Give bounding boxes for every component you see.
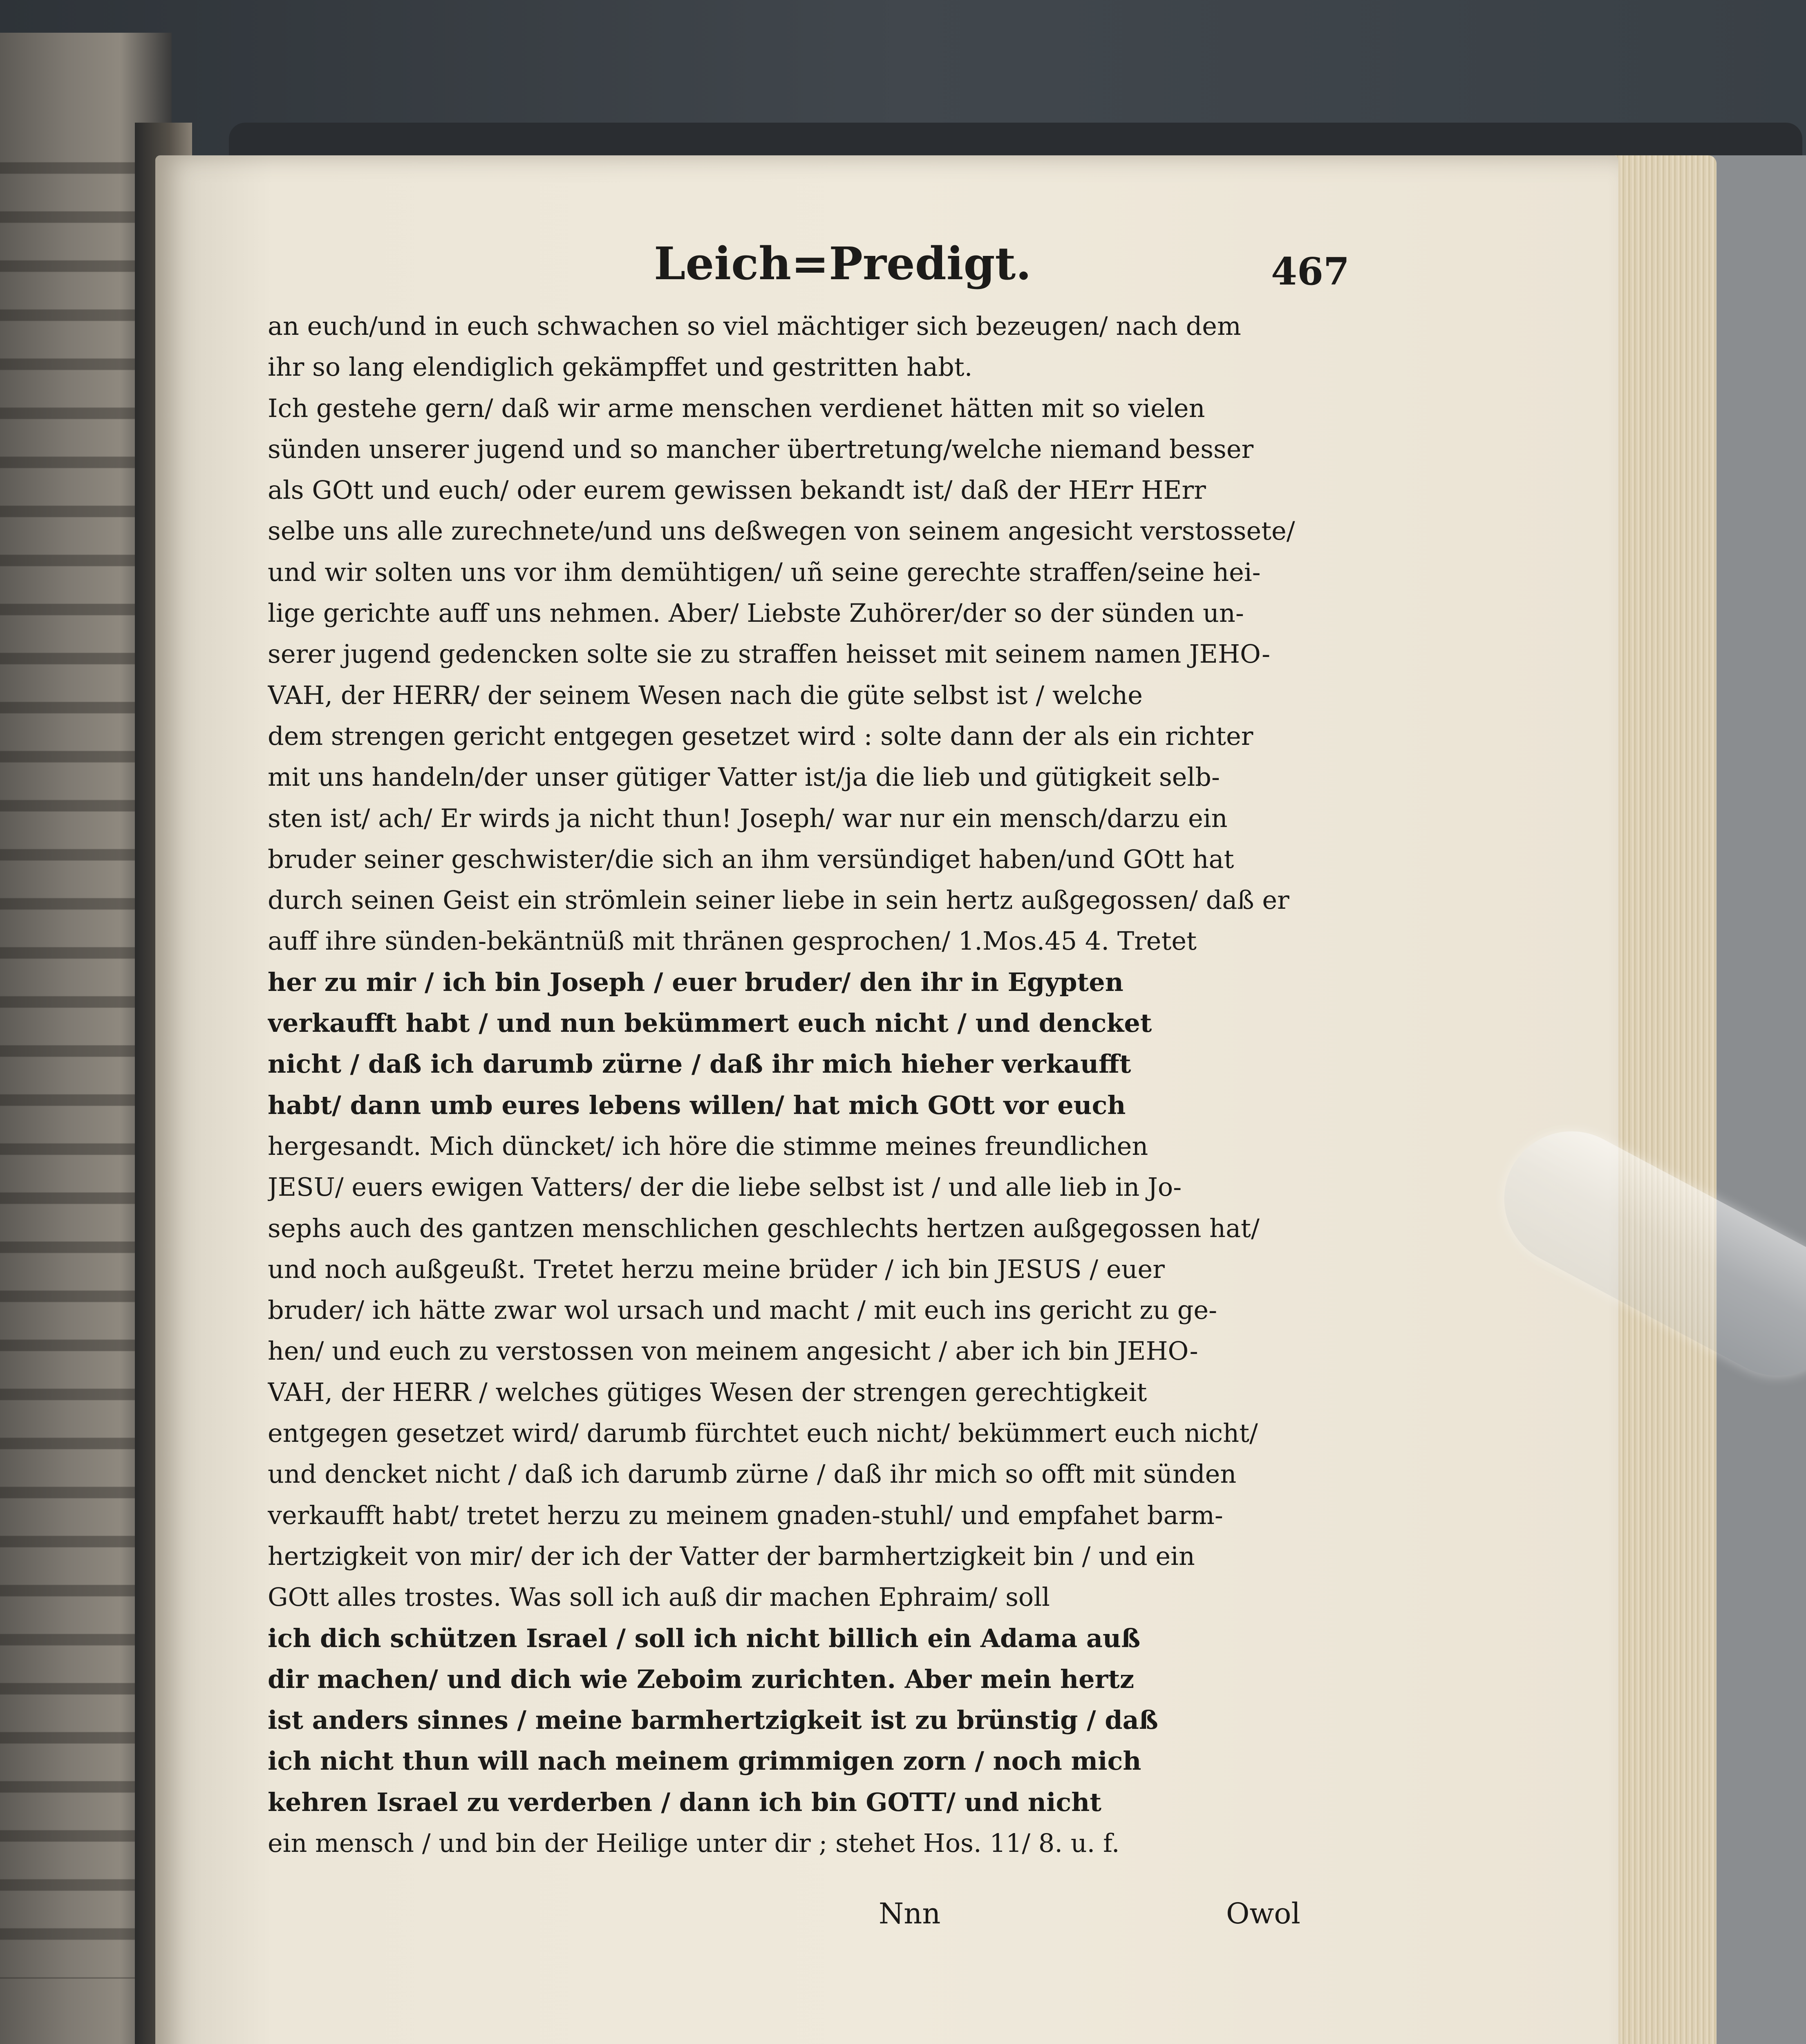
text-line: bruder/ ich hätte zwar wol ursach und macht / mit euch ins gericht zu ge- xyxy=(268,1295,1217,1325)
text-line: entgegen gesetzet wird/ darumb fürchtet euch nicht/ bekümmert euch nicht/ xyxy=(268,1418,1258,1448)
text-line: lige gerichte auff uns nehmen. Aber/ Liebste Zuhörer/der so der sünden un- xyxy=(268,598,1244,628)
text-line: GOtt alles trostes. Was soll ich auß dir machen Ephraim/ soll xyxy=(268,1582,1050,1612)
text-line: als GOtt und euch/ oder eurem gewissen bekandt ist/ daß der HErr HErr xyxy=(268,475,1206,505)
text-line: sephs auch des gantzen menschlichen geschlechts hertzen außgegossen hat/ xyxy=(268,1213,1260,1243)
catchword: Owol xyxy=(1226,1897,1300,1930)
text-line: hertzigkeit von mir/ der ich der Vatter der barmhertzigkeit bin / und ein xyxy=(268,1541,1195,1571)
text-line: ist anders sinnes / meine barmhertzigkeit ist zu brünstig / daß xyxy=(268,1705,1158,1735)
page-number: 467 xyxy=(1271,249,1350,294)
text-line: an euch/und in euch schwachen so viel mächtiger sich bezeugen/ nach dem xyxy=(268,311,1241,341)
text-line: habt/ dann umb eures lebens willen/ hat mich GOtt vor euch xyxy=(268,1090,1126,1120)
text-line: ich nicht thun will nach meinem grimmigen zorn / noch mich xyxy=(268,1746,1141,1776)
text-line: ich dich schützen Israel / soll ich nicht billich ein Adama auß xyxy=(268,1623,1141,1653)
sermon-text xyxy=(268,306,1347,1864)
signature-mark: Nnn xyxy=(879,1897,941,1930)
text-line: serer jugend gedencken solte sie zu straffen heisset mit seinem namen JEHO- xyxy=(268,639,1271,669)
text-line: dir machen/ und dich wie Zeboim zurichten. Aber mein hertz xyxy=(268,1664,1135,1694)
text-line: mit uns handeln/der unser gütiger Vatter ist/ja die lieb und gütigkeit selb- xyxy=(268,762,1220,792)
text-line: durch seinen Geist ein strömlein seiner liebe in sein hertz außgegossen/ daß er xyxy=(268,885,1289,915)
text-line: sten ist/ ach/ Er wirds ja nicht thun! Joseph/ war nur ein mensch/darzu ein xyxy=(268,803,1228,833)
text-line: hergesandt. Mich düncket/ ich höre die stimme meines freundlichen xyxy=(268,1131,1148,1161)
text-line: nicht / daß ich darumb zürne / daß ihr mich hieher verkaufft xyxy=(268,1049,1131,1079)
text-line: VAH, der HERR / welches gütiges Wesen der strengen gerechtigkeit xyxy=(268,1377,1147,1407)
text-line: und noch außgeußt. Tretet herzu meine brüder / ich bin JESUS / euer xyxy=(268,1254,1165,1284)
text-line: her zu mir / ich bin Joseph / euer bruder/ den ihr in Egypten xyxy=(268,967,1123,997)
text-line: und wir solten uns vor ihm demühtigen/ uñ seine gerechte straffen/seine hei- xyxy=(268,557,1261,587)
running-head: Leich=Predigt. xyxy=(654,237,1032,290)
text-line: auff ihre sünden-bekäntnüß mit thränen gesprochen/ 1.Mos.45 4. Tretet xyxy=(268,926,1197,956)
text-line: kehren Israel zu verderben / dann ich bin GOTT/ und nicht xyxy=(268,1787,1101,1817)
text-line: sünden unserer jugend und so mancher übertretung/welche niemand besser xyxy=(268,434,1254,464)
text-line: hen/ und euch zu verstossen von meinem angesicht / aber ich bin JEHO- xyxy=(268,1336,1198,1366)
text-line: selbe uns alle zurechnete/und uns deßwegen von seinem angesicht verstossete/ xyxy=(268,516,1295,546)
text-line: VAH, der HERR/ der seinem Wesen nach die güte selbst ist / welche xyxy=(268,680,1143,710)
text-line: verkaufft habt / und nun bekümmert euch nicht / und dencket xyxy=(268,1008,1152,1038)
text-line: JESU/ euers ewigen Vatters/ der die liebe selbst ist / und alle lieb in Jo- xyxy=(268,1172,1182,1202)
text-line: Ich gestehe gern/ daß wir arme menschen verdienet hätten mit so vielen xyxy=(268,393,1205,423)
page-fore-edge xyxy=(1602,155,1716,2044)
text-line: dem strengen gericht entgegen gesetzet wird : solte dann der als ein richter xyxy=(268,721,1253,751)
text-line: verkaufft habt/ tretet herzu zu meinem gnaden-stuhl/ und empfahet barm- xyxy=(268,1500,1223,1530)
text-line: bruder seiner geschwister/die sich an ihm versündiget haben/und GOtt hat xyxy=(268,844,1234,874)
text-line: ihr so lang elendiglich gekämpffet und gestritten habt. xyxy=(268,352,973,382)
text-line: und dencket nicht / daß ich darumb zürne / daß ihr mich so offt mit sünden xyxy=(268,1459,1237,1489)
text-line: ein mensch / und bin der Heilige unter dir ; stehet Hos. 11/ 8. u. f. xyxy=(268,1828,1120,1858)
